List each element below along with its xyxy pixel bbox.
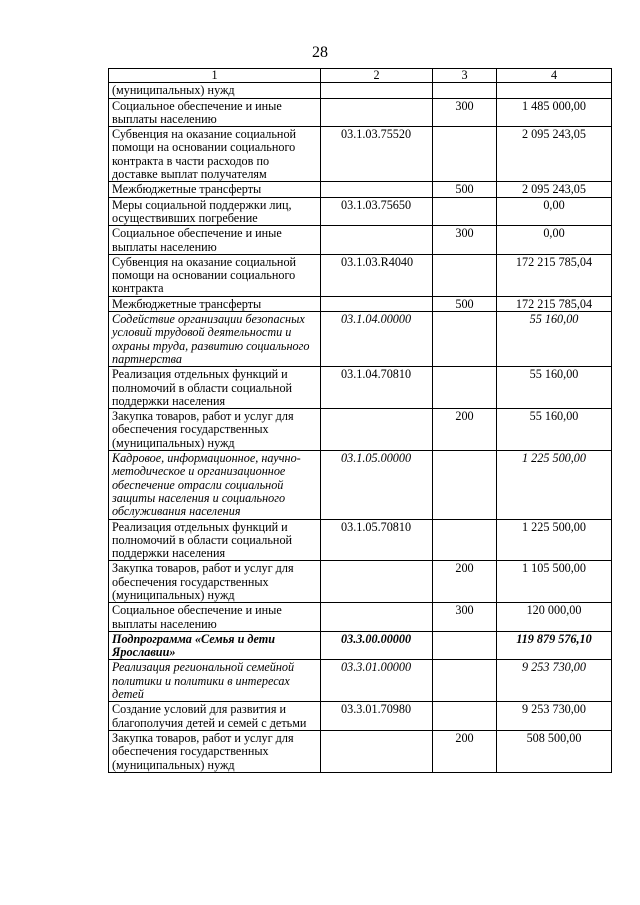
cell-code: 03.3.01.00000 (321, 660, 433, 702)
cell-amount: 119 879 576,10 (497, 631, 612, 660)
cell-expense-type (433, 451, 497, 519)
table-row (109, 409, 612, 451)
cell-expense-type (433, 702, 497, 731)
cell-expense-type (433, 197, 497, 226)
cell-code: 03.1.03.75650 (321, 197, 433, 226)
cell-expense-type: 500 (433, 182, 497, 197)
cell-code: 03.3.01.70980 (321, 702, 433, 731)
cell-code (321, 603, 433, 632)
header-col-1: 1 (109, 69, 321, 83)
cell-name: Межбюджетные трансферты (109, 296, 321, 311)
cell-amount: 0,00 (497, 226, 612, 255)
cell-name: Реализация отдельных функций и полномочий в области социальной поддержки населения (109, 367, 321, 409)
cell-expense-type (433, 519, 497, 561)
cell-amount: 1 225 500,00 (497, 519, 612, 561)
table-row (109, 367, 612, 409)
table-row (109, 296, 612, 311)
cell-code (321, 182, 433, 197)
header-col-3: 3 (433, 69, 497, 83)
table-row (109, 98, 612, 127)
cell-code: 03.3.00.00000 (321, 631, 433, 660)
table-row (109, 451, 612, 519)
table-row (109, 519, 612, 561)
cell-name: Кадровое, информационное, научно-методическое и организационное обеспечение отрасли социальной защиты населения и социального обслуживания населения (109, 451, 321, 519)
table-row (109, 660, 612, 702)
cell-amount: 1 225 500,00 (497, 451, 612, 519)
cell-expense-type: 300 (433, 98, 497, 127)
table-row (109, 730, 612, 772)
header-col-4: 4 (497, 69, 612, 83)
cell-code (321, 98, 433, 127)
cell-name: Межбюджетные трансферты (109, 182, 321, 197)
cell-code (321, 296, 433, 311)
cell-amount: 120 000,00 (497, 603, 612, 632)
cell-expense-type (433, 312, 497, 367)
cell-amount: 1 485 000,00 (497, 98, 612, 127)
header-row (109, 69, 612, 83)
cell-amount: 9 253 730,00 (497, 660, 612, 702)
cell-expense-type (433, 254, 497, 296)
cell-amount: 172 215 785,04 (497, 296, 612, 311)
cell-amount: 55 160,00 (497, 409, 612, 451)
cell-code: 03.1.03.75520 (321, 127, 433, 182)
cell-name: Закупка товаров, работ и услуг для обеспечения государственных (муниципальных) нужд (109, 561, 321, 603)
table-row (109, 197, 612, 226)
cell-expense-type: 200 (433, 730, 497, 772)
cell-code: 03.1.04.00000 (321, 312, 433, 367)
cell-name: Закупка товаров, работ и услуг для обеспечения государственных (муниципальных) нужд (109, 730, 321, 772)
cell-name: Субвенция на оказание социальной помощи на основании социального контракта (109, 254, 321, 296)
cell-amount: 9 253 730,00 (497, 702, 612, 731)
table-row (109, 83, 612, 98)
cell-expense-type: 300 (433, 226, 497, 255)
table-row (109, 603, 612, 632)
cell-amount: 55 160,00 (497, 367, 612, 409)
table-row (109, 631, 612, 660)
cell-name: Субвенция на оказание социальной помощи на основании социального контракта в части расходов по доставке выплат получателям (109, 127, 321, 182)
cell-amount: 55 160,00 (497, 312, 612, 367)
cell-amount (497, 83, 612, 98)
cell-name: Содействие организации безопасных условий трудовой деятельности и охраны труда, развитию социального партнерства (109, 312, 321, 367)
cell-expense-type: 500 (433, 296, 497, 311)
cell-expense-type (433, 367, 497, 409)
cell-code: 03.1.05.00000 (321, 451, 433, 519)
cell-expense-type (433, 127, 497, 182)
table-row (109, 127, 612, 182)
cell-code (321, 730, 433, 772)
table-row (109, 702, 612, 731)
cell-code (321, 226, 433, 255)
cell-amount: 1 105 500,00 (497, 561, 612, 603)
table-row (109, 254, 612, 296)
cell-name: Реализация региональной семейной политики и политики в интересах детей (109, 660, 321, 702)
cell-expense-type: 200 (433, 561, 497, 603)
cell-amount: 508 500,00 (497, 730, 612, 772)
header-col-2: 2 (321, 69, 433, 83)
cell-name: Создание условий для развития и благополучия детей и семей с детьми (109, 702, 321, 731)
cell-expense-type (433, 83, 497, 98)
cell-amount: 0,00 (497, 197, 612, 226)
cell-name: (муниципальных) нужд (109, 83, 321, 98)
cell-name: Социальное обеспечение и иные выплаты населению (109, 226, 321, 255)
table-row (109, 182, 612, 197)
budget-table (108, 68, 612, 773)
cell-code (321, 561, 433, 603)
cell-code: 03.1.04.70810 (321, 367, 433, 409)
cell-expense-type (433, 660, 497, 702)
page-number: 28 (312, 44, 328, 61)
cell-amount: 172 215 785,04 (497, 254, 612, 296)
cell-code (321, 83, 433, 98)
cell-expense-type (433, 631, 497, 660)
cell-name: Подпрограмма «Семья и дети Ярославии» (109, 631, 321, 660)
cell-code: 03.1.03.R4040 (321, 254, 433, 296)
cell-code (321, 409, 433, 451)
cell-name: Меры социальной поддержки лиц, осуществивших погребение (109, 197, 321, 226)
cell-name: Социальное обеспечение и иные выплаты населению (109, 603, 321, 632)
cell-code: 03.1.05.70810 (321, 519, 433, 561)
cell-name: Социальное обеспечение и иные выплаты населению (109, 98, 321, 127)
table-row (109, 312, 612, 367)
table-row (109, 226, 612, 255)
cell-amount: 2 095 243,05 (497, 127, 612, 182)
cell-name: Реализация отдельных функций и полномочий в области социальной поддержки населения (109, 519, 321, 561)
cell-amount: 2 095 243,05 (497, 182, 612, 197)
cell-expense-type: 300 (433, 603, 497, 632)
cell-name: Закупка товаров, работ и услуг для обеспечения государственных (муниципальных) нужд (109, 409, 321, 451)
table-row (109, 561, 612, 603)
cell-expense-type: 200 (433, 409, 497, 451)
